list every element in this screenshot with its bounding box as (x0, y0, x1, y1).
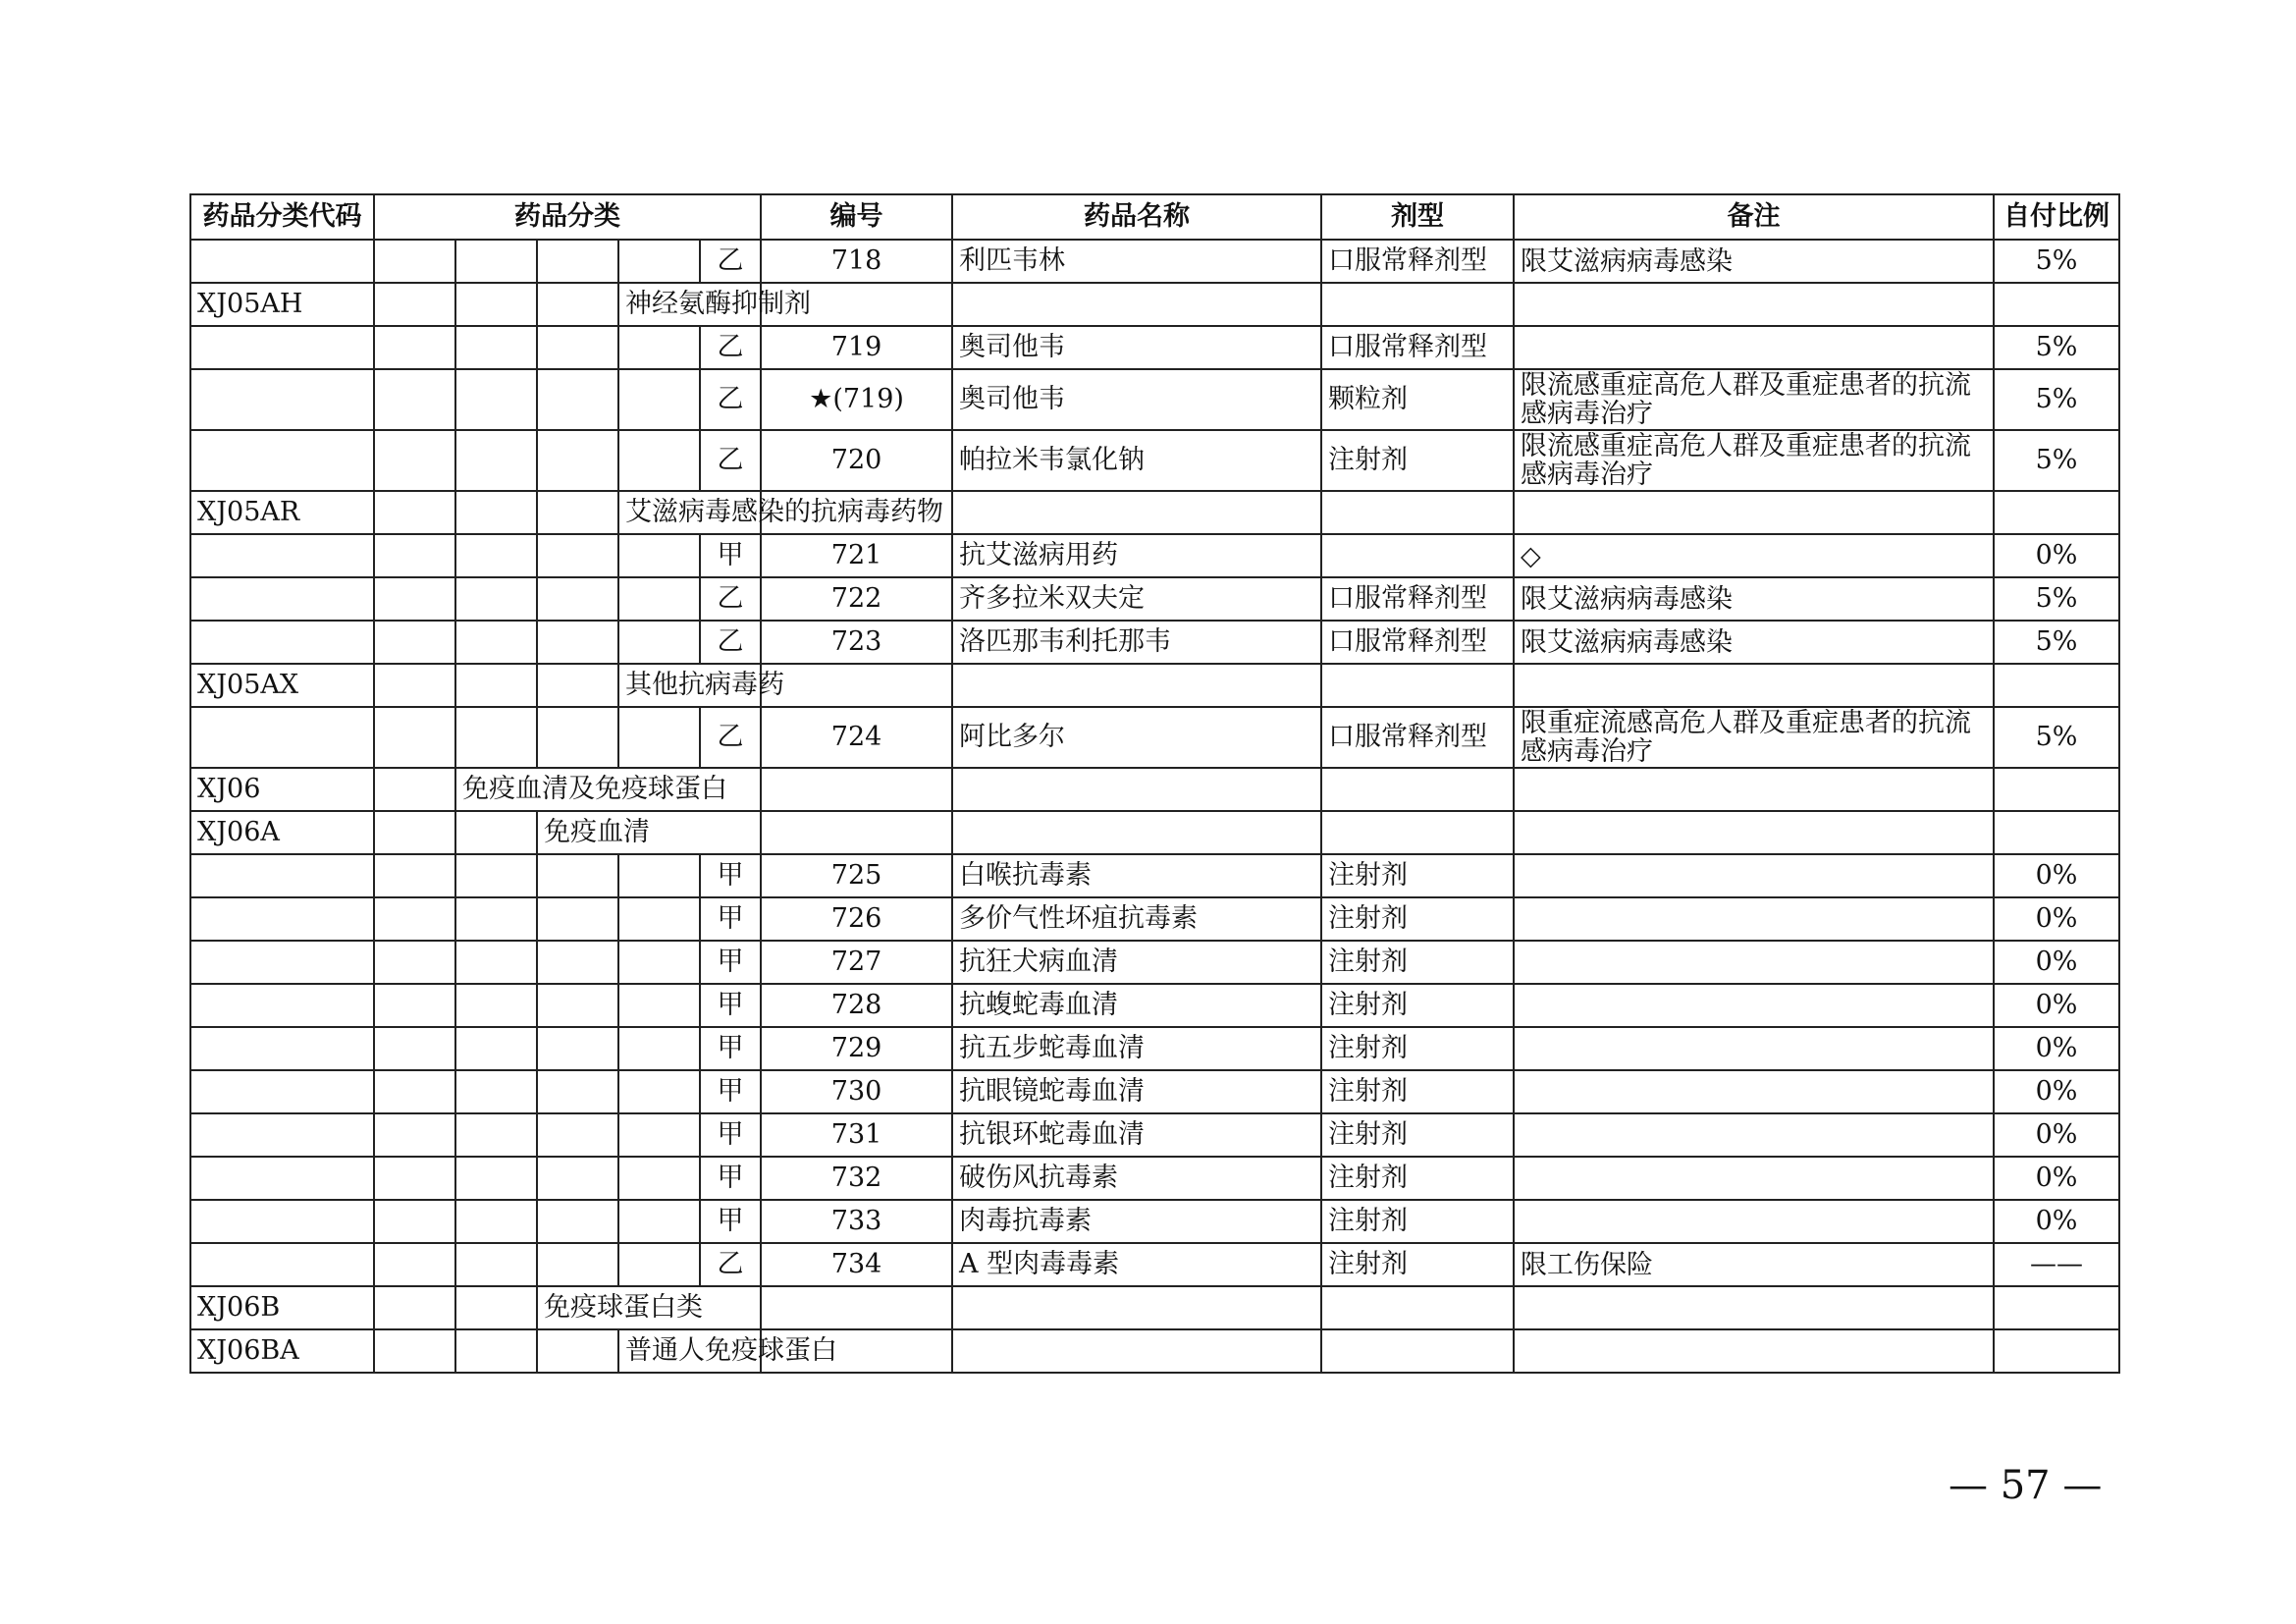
header-name: 药品名称 (952, 194, 1321, 240)
empty-cell (1514, 768, 1994, 811)
ratio-cell: 0% (1994, 534, 2119, 577)
empty-cell (374, 430, 455, 491)
category-label-cell: 普通人免疫球蛋白 (618, 1329, 761, 1373)
category-code-cell: XJ05AH (190, 283, 374, 326)
number-cell: 731 (761, 1113, 952, 1157)
category-label-cell: 艾滋病毒感染的抗病毒药物 (618, 491, 761, 534)
empty-cell (455, 577, 537, 621)
drug-name-cell: 抗狂犬病血清 (952, 941, 1321, 984)
note-cell (1514, 326, 1994, 369)
ratio-cell: 0% (1994, 1027, 2119, 1070)
dosage-form-cell: 注射剂 (1321, 1113, 1514, 1157)
empty-cell (455, 854, 537, 897)
empty-cell (537, 707, 618, 768)
header-row (190, 194, 2119, 240)
number-cell: 727 (761, 941, 952, 984)
empty-cell (1321, 1329, 1514, 1373)
empty-cell (618, 897, 700, 941)
category-label-cell: 神经氨酶抑制剂 (618, 283, 761, 326)
empty-cell (537, 534, 618, 577)
grade-cell: 甲 (700, 897, 761, 941)
note-cell (1514, 1200, 1994, 1243)
dosage-form-cell: 注射剂 (1321, 984, 1514, 1027)
empty-cell (455, 1243, 537, 1286)
empty-cell (455, 621, 537, 664)
drug-name-cell: 齐多拉米双夫定 (952, 577, 1321, 621)
empty-cell (761, 768, 952, 811)
note-cell (1514, 1070, 1994, 1113)
drug-row (190, 1157, 2119, 1200)
empty-cell (374, 326, 455, 369)
drug-row (190, 369, 2119, 430)
empty-cell (1321, 1286, 1514, 1329)
empty-cell (374, 664, 455, 707)
empty-cell (618, 430, 700, 491)
empty-cell (190, 577, 374, 621)
note-cell (1514, 854, 1994, 897)
ratio-cell: 0% (1994, 1200, 2119, 1243)
header-form: 剂型 (1321, 194, 1514, 240)
category-code-cell: XJ06B (190, 1286, 374, 1329)
empty-cell (1994, 283, 2119, 326)
empty-cell (618, 326, 700, 369)
drug-row (190, 854, 2119, 897)
empty-cell (455, 534, 537, 577)
ratio-cell: 0% (1994, 1157, 2119, 1200)
empty-cell (618, 707, 700, 768)
number-cell: 723 (761, 621, 952, 664)
empty-cell (952, 811, 1321, 854)
empty-cell (1994, 768, 2119, 811)
note-cell (1514, 1157, 1994, 1200)
empty-cell (455, 326, 537, 369)
grade-cell: 甲 (700, 1113, 761, 1157)
empty-cell (190, 621, 374, 664)
ratio-cell: 5% (1994, 621, 2119, 664)
number-cell: 728 (761, 984, 952, 1027)
number-cell: 724 (761, 707, 952, 768)
empty-cell (618, 240, 700, 283)
empty-cell (374, 941, 455, 984)
drug-row (190, 1243, 2119, 1286)
empty-cell (374, 1113, 455, 1157)
drug-row (190, 1070, 2119, 1113)
dosage-form-cell (1321, 534, 1514, 577)
dosage-form-cell: 注射剂 (1321, 1157, 1514, 1200)
grade-cell: 甲 (700, 1027, 761, 1070)
drug-name-cell: 奥司他韦 (952, 326, 1321, 369)
empty-cell (1321, 491, 1514, 534)
empty-cell (455, 1157, 537, 1200)
empty-cell (952, 283, 1321, 326)
header-number: 编号 (761, 194, 952, 240)
note-cell (1514, 984, 1994, 1027)
empty-cell (537, 1329, 618, 1373)
empty-cell (190, 326, 374, 369)
drug-name-cell: 利匹韦林 (952, 240, 1321, 283)
empty-cell (374, 1329, 455, 1373)
drug-name-cell: 抗眼镜蛇毒血清 (952, 1070, 1321, 1113)
empty-cell (537, 1157, 618, 1200)
empty-cell (537, 240, 618, 283)
empty-cell (374, 491, 455, 534)
number-cell: 719 (761, 326, 952, 369)
empty-cell (374, 369, 455, 430)
empty-cell (1514, 1329, 1994, 1373)
ratio-cell: 0% (1994, 1113, 2119, 1157)
empty-cell (190, 897, 374, 941)
drug-row (190, 1200, 2119, 1243)
grade-cell: 乙 (700, 369, 761, 430)
category-code-cell: XJ06 (190, 768, 374, 811)
empty-cell (455, 664, 537, 707)
empty-cell (455, 1027, 537, 1070)
note-cell: 限艾滋病病毒感染 (1514, 621, 1994, 664)
empty-cell (618, 1113, 700, 1157)
note-cell (1514, 897, 1994, 941)
empty-cell (455, 707, 537, 768)
empty-cell (455, 1113, 537, 1157)
empty-cell (537, 941, 618, 984)
empty-cell (537, 491, 618, 534)
empty-cell (455, 283, 537, 326)
empty-cell (537, 1243, 618, 1286)
drug-name-cell: 洛匹那韦利托那韦 (952, 621, 1321, 664)
empty-cell (952, 664, 1321, 707)
empty-cell (1321, 664, 1514, 707)
empty-cell (374, 534, 455, 577)
note-cell (1514, 941, 1994, 984)
empty-cell (455, 1200, 537, 1243)
empty-cell (374, 1243, 455, 1286)
ratio-cell: 5% (1994, 577, 2119, 621)
empty-cell (761, 811, 952, 854)
number-cell: 718 (761, 240, 952, 283)
empty-cell (618, 369, 700, 430)
table-body (190, 240, 2119, 1373)
dosage-form-cell: 注射剂 (1321, 430, 1514, 491)
empty-cell (1321, 768, 1514, 811)
dosage-form-cell: 注射剂 (1321, 1243, 1514, 1286)
dosage-form-cell: 颗粒剂 (1321, 369, 1514, 430)
ratio-cell: 5% (1994, 326, 2119, 369)
empty-cell (190, 1113, 374, 1157)
grade-cell: 乙 (700, 1243, 761, 1286)
empty-cell (190, 1157, 374, 1200)
empty-cell (374, 577, 455, 621)
empty-cell (190, 240, 374, 283)
category-label-cell: 免疫血清及免疫球蛋白 (455, 768, 761, 811)
empty-cell (455, 897, 537, 941)
empty-cell (190, 430, 374, 491)
empty-cell (455, 240, 537, 283)
empty-cell (1321, 811, 1514, 854)
page-number: — 57 — (1949, 1463, 2103, 1508)
empty-cell (618, 1157, 700, 1200)
dosage-form-cell: 注射剂 (1321, 1200, 1514, 1243)
drug-name-cell: 多价气性坏疽抗毒素 (952, 897, 1321, 941)
header-note: 备注 (1514, 194, 1994, 240)
empty-cell (952, 1286, 1321, 1329)
drug-name-cell: 帕拉米韦氯化钠 (952, 430, 1321, 491)
ratio-cell: 5% (1994, 707, 2119, 768)
ratio-cell: 0% (1994, 897, 2119, 941)
number-cell: ★(719) (761, 369, 952, 430)
ratio-cell: —— (1994, 1243, 2119, 1286)
empty-cell (190, 1027, 374, 1070)
number-cell: 734 (761, 1243, 952, 1286)
drug-row (190, 430, 2119, 491)
drug-name-cell: 抗银环蛇毒血清 (952, 1113, 1321, 1157)
category-row (190, 283, 2119, 326)
empty-cell (537, 1200, 618, 1243)
dosage-form-cell: 口服常释剂型 (1321, 326, 1514, 369)
drug-table (189, 193, 2120, 1374)
empty-cell (190, 1243, 374, 1286)
dosage-form-cell: 口服常释剂型 (1321, 240, 1514, 283)
grade-cell: 乙 (700, 707, 761, 768)
number-cell: 726 (761, 897, 952, 941)
empty-cell (537, 854, 618, 897)
category-code-cell: XJ05AR (190, 491, 374, 534)
empty-cell (618, 1200, 700, 1243)
empty-cell (190, 854, 374, 897)
empty-cell (537, 369, 618, 430)
category-row (190, 768, 2119, 811)
empty-cell (537, 1070, 618, 1113)
empty-cell (1994, 811, 2119, 854)
drug-row (190, 534, 2119, 577)
drug-name-cell: 抗五步蛇毒血清 (952, 1027, 1321, 1070)
empty-cell (455, 369, 537, 430)
empty-cell (1514, 491, 1994, 534)
empty-cell (374, 768, 455, 811)
number-cell: 732 (761, 1157, 952, 1200)
empty-cell (455, 811, 537, 854)
empty-cell (455, 984, 537, 1027)
note-cell: 限流感重症高危人群及重症患者的抗流感病毒治疗 (1514, 369, 1994, 430)
drug-name-cell: 肉毒抗毒素 (952, 1200, 1321, 1243)
empty-cell (1514, 664, 1994, 707)
empty-cell (374, 1200, 455, 1243)
empty-cell (374, 240, 455, 283)
ratio-cell: 0% (1994, 984, 2119, 1027)
empty-cell (190, 941, 374, 984)
empty-cell (374, 707, 455, 768)
grade-cell: 乙 (700, 240, 761, 283)
empty-cell (374, 811, 455, 854)
empty-cell (537, 621, 618, 664)
note-cell (1514, 1113, 1994, 1157)
ratio-cell: 0% (1994, 1070, 2119, 1113)
ratio-cell: 5% (1994, 240, 2119, 283)
empty-cell (455, 430, 537, 491)
ratio-cell: 5% (1994, 430, 2119, 491)
category-row (190, 811, 2119, 854)
number-cell: 720 (761, 430, 952, 491)
dosage-form-cell: 注射剂 (1321, 897, 1514, 941)
header-ratio: 自付比例 (1994, 194, 2119, 240)
category-code-cell: XJ06BA (190, 1329, 374, 1373)
dosage-form-cell: 口服常释剂型 (1321, 577, 1514, 621)
drug-row (190, 240, 2119, 283)
number-cell: 725 (761, 854, 952, 897)
empty-cell (537, 430, 618, 491)
empty-cell (1514, 811, 1994, 854)
empty-cell (618, 1027, 700, 1070)
category-row (190, 664, 2119, 707)
drug-name-cell: 阿比多尔 (952, 707, 1321, 768)
drug-name-cell: A 型肉毒毒素 (952, 1243, 1321, 1286)
number-cell: 721 (761, 534, 952, 577)
empty-cell (537, 326, 618, 369)
note-cell: 限艾滋病病毒感染 (1514, 577, 1994, 621)
grade-cell: 乙 (700, 621, 761, 664)
dosage-form-cell: 注射剂 (1321, 941, 1514, 984)
empty-cell (1514, 283, 1994, 326)
note-cell (1514, 1027, 1994, 1070)
drug-row (190, 577, 2119, 621)
grade-cell: 乙 (700, 326, 761, 369)
empty-cell (618, 1243, 700, 1286)
note-cell: ◇ (1514, 534, 1994, 577)
empty-cell (190, 534, 374, 577)
drug-name-cell: 破伤风抗毒素 (952, 1157, 1321, 1200)
empty-cell (952, 768, 1321, 811)
category-code-cell: XJ06A (190, 811, 374, 854)
category-row (190, 491, 2119, 534)
empty-cell (761, 664, 952, 707)
empty-cell (374, 283, 455, 326)
empty-cell (1321, 283, 1514, 326)
note-cell: 限工伤保险 (1514, 1243, 1994, 1286)
number-cell: 733 (761, 1200, 952, 1243)
drug-name-cell: 白喉抗毒素 (952, 854, 1321, 897)
empty-cell (190, 369, 374, 430)
grade-cell: 乙 (700, 430, 761, 491)
ratio-cell: 5% (1994, 369, 2119, 430)
category-row (190, 1286, 2119, 1329)
empty-cell (1994, 664, 2119, 707)
empty-cell (374, 1027, 455, 1070)
drug-row (190, 897, 2119, 941)
empty-cell (1994, 1329, 2119, 1373)
drug-name-cell: 抗艾滋病用药 (952, 534, 1321, 577)
number-cell: 730 (761, 1070, 952, 1113)
empty-cell (537, 283, 618, 326)
grade-cell: 甲 (700, 534, 761, 577)
empty-cell (952, 491, 1321, 534)
empty-cell (618, 621, 700, 664)
grade-cell: 甲 (700, 941, 761, 984)
category-label-cell: 其他抗病毒药 (618, 664, 761, 707)
drug-row (190, 1027, 2119, 1070)
empty-cell (455, 1070, 537, 1113)
empty-cell (190, 1070, 374, 1113)
number-cell: 722 (761, 577, 952, 621)
empty-cell (455, 941, 537, 984)
empty-cell (374, 984, 455, 1027)
empty-cell (537, 897, 618, 941)
empty-cell (537, 1027, 618, 1070)
drug-row (190, 941, 2119, 984)
empty-cell (537, 577, 618, 621)
empty-cell (952, 1329, 1321, 1373)
number-cell: 729 (761, 1027, 952, 1070)
empty-cell (374, 1157, 455, 1200)
ratio-cell: 0% (1994, 941, 2119, 984)
empty-cell (618, 984, 700, 1027)
grade-cell: 甲 (700, 854, 761, 897)
header-category: 药品分类 (374, 194, 761, 240)
empty-cell (455, 1329, 537, 1373)
empty-cell (537, 1113, 618, 1157)
grade-cell: 甲 (700, 1200, 761, 1243)
empty-cell (374, 1070, 455, 1113)
empty-cell (374, 621, 455, 664)
drug-row (190, 707, 2119, 768)
dosage-form-cell: 注射剂 (1321, 854, 1514, 897)
category-code-cell: XJ05AX (190, 664, 374, 707)
note-cell: 限重症流感高危人群及重症患者的抗流感病毒治疗 (1514, 707, 1994, 768)
category-label-cell: 免疫球蛋白类 (537, 1286, 761, 1329)
drug-row (190, 621, 2119, 664)
drug-name-cell: 抗蝮蛇毒血清 (952, 984, 1321, 1027)
empty-cell (618, 854, 700, 897)
dosage-form-cell: 口服常释剂型 (1321, 621, 1514, 664)
drug-name-cell: 奥司他韦 (952, 369, 1321, 430)
empty-cell (537, 664, 618, 707)
grade-cell: 甲 (700, 984, 761, 1027)
empty-cell (618, 941, 700, 984)
empty-cell (618, 1070, 700, 1113)
empty-cell (1994, 1286, 2119, 1329)
empty-cell (618, 534, 700, 577)
category-label-cell: 免疫血清 (537, 811, 761, 854)
drug-row (190, 1113, 2119, 1157)
dosage-form-cell: 注射剂 (1321, 1070, 1514, 1113)
header-code: 药品分类代码 (190, 194, 374, 240)
dosage-form-cell: 口服常释剂型 (1321, 707, 1514, 768)
empty-cell (618, 577, 700, 621)
ratio-cell: 0% (1994, 854, 2119, 897)
drug-row (190, 326, 2119, 369)
empty-cell (374, 854, 455, 897)
drug-row (190, 984, 2119, 1027)
empty-cell (190, 984, 374, 1027)
empty-cell (537, 984, 618, 1027)
dosage-form-cell: 注射剂 (1321, 1027, 1514, 1070)
grade-cell: 甲 (700, 1070, 761, 1113)
category-row (190, 1329, 2119, 1373)
grade-cell: 甲 (700, 1157, 761, 1200)
grade-cell: 乙 (700, 577, 761, 621)
empty-cell (761, 1286, 952, 1329)
empty-cell (455, 1286, 537, 1329)
empty-cell (190, 707, 374, 768)
empty-cell (1514, 1286, 1994, 1329)
empty-cell (374, 897, 455, 941)
empty-cell (455, 491, 537, 534)
empty-cell (1994, 491, 2119, 534)
note-cell: 限艾滋病病毒感染 (1514, 240, 1994, 283)
note-cell: 限流感重症高危人群及重症患者的抗流感病毒治疗 (1514, 430, 1994, 491)
empty-cell (374, 1286, 455, 1329)
empty-cell (190, 1200, 374, 1243)
